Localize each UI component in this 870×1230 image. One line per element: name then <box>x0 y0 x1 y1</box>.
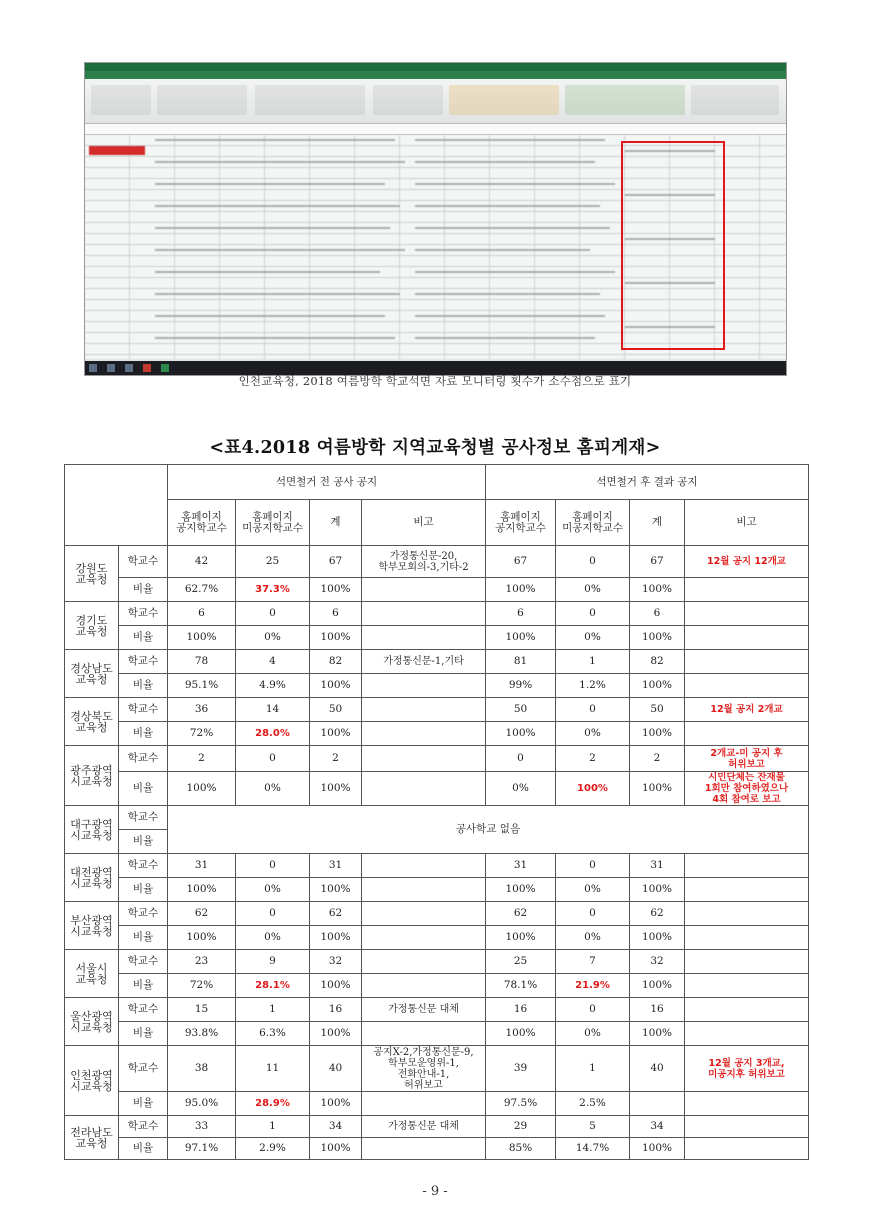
count-after-unpublished-cell: 7 <box>556 950 630 974</box>
count-after-published-cell: 6 <box>486 602 556 626</box>
ratio-before-note-cell <box>362 772 486 806</box>
ratio-before-published-cell: 72% <box>168 722 236 746</box>
ratio-before-published-cell: 72% <box>168 974 236 998</box>
region-office-label: 부산광역 시교육청 <box>65 902 119 950</box>
ratio-before-unpublished-cell: 37.3% <box>236 578 310 602</box>
excel-title-bar <box>85 63 786 71</box>
count-before-unpublished-cell: 9 <box>236 950 310 974</box>
count-after-published-cell: 16 <box>486 998 556 1022</box>
count-before-total-cell: 40 <box>310 1046 362 1092</box>
count-after-note-cell <box>685 1116 809 1138</box>
row-label-count: 학교수 <box>119 546 168 578</box>
count-after-note-cell <box>685 998 809 1022</box>
ratio-before-note-cell <box>362 1138 486 1160</box>
ratio-before-note-cell <box>362 626 486 650</box>
ratio-before-published-cell: 100% <box>168 626 236 650</box>
count-before-unpublished-cell: 1 <box>236 998 310 1022</box>
ratio-after-unpublished-cell: 0% <box>556 878 630 902</box>
row-label-ratio: 비율 <box>119 674 168 698</box>
ratio-after-note-cell <box>685 674 809 698</box>
ratio-before-published-cell: 95.1% <box>168 674 236 698</box>
count-before-published-cell: 31 <box>168 854 236 878</box>
col-after-total: 계 <box>630 500 685 546</box>
construction-info-table <box>64 464 809 1160</box>
row-label-ratio: 비율 <box>119 878 168 902</box>
ratio-after-note-cell <box>685 722 809 746</box>
row-label-count: 학교수 <box>119 950 168 974</box>
ratio-after-total-cell: 100% <box>630 1138 685 1160</box>
ratio-before-total-cell: 100% <box>310 1022 362 1046</box>
row-label-count: 학교수 <box>119 746 168 772</box>
count-before-published-cell: 2 <box>168 746 236 772</box>
count-before-unpublished-cell: 4 <box>236 650 310 674</box>
count-before-note-cell <box>362 602 486 626</box>
ratio-before-note-cell <box>362 674 486 698</box>
count-after-note-cell <box>685 854 809 878</box>
ratio-before-note-cell <box>362 722 486 746</box>
region-office-label: 울산광역 시교육청 <box>65 998 119 1046</box>
ratio-before-note-cell <box>362 878 486 902</box>
col-before-published: 홈페이지 공지학교수 <box>168 500 236 546</box>
count-after-unpublished-cell: 0 <box>556 546 630 578</box>
row-label-ratio: 비율 <box>119 830 168 854</box>
count-before-published-cell: 36 <box>168 698 236 722</box>
count-before-unpublished-cell: 0 <box>236 854 310 878</box>
ratio-before-unpublished-cell: 0% <box>236 878 310 902</box>
count-before-published-cell: 78 <box>168 650 236 674</box>
count-before-unpublished-cell: 0 <box>236 902 310 926</box>
count-before-note-cell: 가정통신문-20, 학부모회의-3,기타-2 <box>362 546 486 578</box>
count-before-note-cell: 가정통신문 대체 <box>362 1116 486 1138</box>
row-label-count: 학교수 <box>119 902 168 926</box>
ratio-before-total-cell: 100% <box>310 722 362 746</box>
ratio-before-total-cell: 100% <box>310 878 362 902</box>
count-after-unpublished-cell: 1 <box>556 1046 630 1092</box>
ratio-after-unpublished-cell: 2.5% <box>556 1092 630 1116</box>
row-label-ratio: 비율 <box>119 722 168 746</box>
spreadsheet-photo <box>84 62 787 376</box>
count-after-unpublished-cell: 0 <box>556 698 630 722</box>
region-office-label: 대전광역 시교육청 <box>65 854 119 902</box>
count-before-note-cell: 가정통신문 대체 <box>362 998 486 1022</box>
ratio-after-published-cell: 100% <box>486 578 556 602</box>
count-after-total-cell: 6 <box>630 602 685 626</box>
count-before-unpublished-cell: 11 <box>236 1046 310 1092</box>
count-after-published-cell: 39 <box>486 1046 556 1092</box>
count-after-unpublished-cell: 1 <box>556 650 630 674</box>
count-after-unpublished-cell: 0 <box>556 854 630 878</box>
ratio-before-unpublished-cell: 28.9% <box>236 1092 310 1116</box>
ratio-after-published-cell: 78.1% <box>486 974 556 998</box>
ratio-after-published-cell: 99% <box>486 674 556 698</box>
page-number: - 9 - <box>422 1184 448 1199</box>
ratio-after-total-cell: 100% <box>630 626 685 650</box>
col-after-published: 홈페이지 공지학교수 <box>486 500 556 546</box>
count-after-unpublished-cell: 0 <box>556 602 630 626</box>
count-before-note-cell <box>362 746 486 772</box>
photo-caption: 인천교육청, 2018 여름방학 학교석면 자료 모니터링 횟수가 소수점으로 표기 <box>238 374 632 388</box>
ratio-before-total-cell: 100% <box>310 1092 362 1116</box>
count-after-published-cell: 29 <box>486 1116 556 1138</box>
count-after-note-cell: 12월 공지 3개교, 미공지후 허위보고 <box>685 1046 809 1092</box>
count-after-published-cell: 67 <box>486 546 556 578</box>
ratio-after-note-cell <box>685 1022 809 1046</box>
ratio-after-published-cell: 97.5% <box>486 1092 556 1116</box>
ratio-before-published-cell: 100% <box>168 772 236 806</box>
count-before-published-cell: 6 <box>168 602 236 626</box>
ratio-before-published-cell: 62.7% <box>168 578 236 602</box>
ratio-before-note-cell <box>362 578 486 602</box>
table-title: <표4.2018 여름방학 지역교육청별 공사정보 홈피게재> <box>209 438 661 458</box>
ratio-before-unpublished-cell: 0% <box>236 926 310 950</box>
excel-ribbon-tabs <box>85 71 786 79</box>
count-before-unpublished-cell: 14 <box>236 698 310 722</box>
row-label-count: 학교수 <box>119 998 168 1022</box>
ratio-before-published-cell: 97.1% <box>168 1138 236 1160</box>
row-label-count: 학교수 <box>119 1116 168 1138</box>
ratio-after-published-cell: 100% <box>486 926 556 950</box>
ratio-after-note-cell <box>685 1138 809 1160</box>
ratio-after-total-cell: 100% <box>630 578 685 602</box>
ratio-before-published-cell: 93.8% <box>168 1022 236 1046</box>
col-before-note: 비고 <box>362 500 486 546</box>
ratio-before-total-cell: 100% <box>310 974 362 998</box>
count-before-note-cell: 공지X-2,가정통신문-9, 학부모운영위-1, 전화안내-1, 허위보고 <box>362 1046 486 1092</box>
count-after-note-cell: 12월 공지 2개교 <box>685 698 809 722</box>
ratio-after-published-cell: 100% <box>486 626 556 650</box>
count-after-total-cell: 31 <box>630 854 685 878</box>
count-before-total-cell: 34 <box>310 1116 362 1138</box>
count-after-note-cell <box>685 650 809 674</box>
count-after-total-cell: 16 <box>630 998 685 1022</box>
count-after-unpublished-cell: 5 <box>556 1116 630 1138</box>
count-before-total-cell: 62 <box>310 902 362 926</box>
count-after-published-cell: 25 <box>486 950 556 974</box>
count-after-published-cell: 0 <box>486 746 556 772</box>
count-before-unpublished-cell: 25 <box>236 546 310 578</box>
region-office-label: 서울시 교육청 <box>65 950 119 998</box>
count-before-note-cell: 가정통신문-1,기타 <box>362 650 486 674</box>
ratio-after-note-cell <box>685 974 809 998</box>
ratio-before-total-cell: 100% <box>310 578 362 602</box>
ratio-after-total-cell: 100% <box>630 772 685 806</box>
ratio-after-published-cell: 85% <box>486 1138 556 1160</box>
ratio-before-note-cell <box>362 1092 486 1116</box>
count-after-note-cell <box>685 602 809 626</box>
row-label-ratio: 비율 <box>119 1138 168 1160</box>
row-label-count: 학교수 <box>119 854 168 878</box>
count-after-total-cell: 67 <box>630 546 685 578</box>
ratio-after-note-cell <box>685 878 809 902</box>
no-construction-cell: 공사학교 없음 <box>168 806 809 854</box>
count-after-published-cell: 81 <box>486 650 556 674</box>
row-label-count: 학교수 <box>119 698 168 722</box>
region-office-label: 경상남도 교육청 <box>65 650 119 698</box>
ratio-before-unpublished-cell: 2.9% <box>236 1138 310 1160</box>
ratio-after-total-cell: 100% <box>630 674 685 698</box>
ratio-before-total-cell: 100% <box>310 772 362 806</box>
ratio-before-unpublished-cell: 4.9% <box>236 674 310 698</box>
count-after-total-cell: 34 <box>630 1116 685 1138</box>
count-before-published-cell: 23 <box>168 950 236 974</box>
ratio-after-published-cell: 100% <box>486 1022 556 1046</box>
count-after-published-cell: 31 <box>486 854 556 878</box>
count-after-published-cell: 50 <box>486 698 556 722</box>
region-office-label: 경기도 교육청 <box>65 602 119 650</box>
ratio-after-note-cell <box>685 578 809 602</box>
count-before-total-cell: 67 <box>310 546 362 578</box>
row-label-ratio: 비율 <box>119 1022 168 1046</box>
row-label-count: 학교수 <box>119 1046 168 1092</box>
ratio-before-unpublished-cell: 28.1% <box>236 974 310 998</box>
ratio-after-unpublished-cell: 0% <box>556 578 630 602</box>
count-before-total-cell: 50 <box>310 698 362 722</box>
ratio-before-total-cell: 100% <box>310 626 362 650</box>
count-after-note-cell <box>685 902 809 926</box>
ratio-before-unpublished-cell: 6.3% <box>236 1022 310 1046</box>
count-before-published-cell: 62 <box>168 902 236 926</box>
count-before-published-cell: 42 <box>168 546 236 578</box>
row-label-ratio: 비율 <box>119 578 168 602</box>
ratio-after-unpublished-cell: 21.9% <box>556 974 630 998</box>
group-before-header: 석면철거 전 공사 공지 <box>168 465 486 500</box>
count-after-total-cell: 82 <box>630 650 685 674</box>
ratio-before-total-cell: 100% <box>310 926 362 950</box>
ratio-after-note-cell <box>685 926 809 950</box>
ratio-before-published-cell: 100% <box>168 878 236 902</box>
ratio-after-total-cell <box>630 1092 685 1116</box>
ratio-after-total-cell: 100% <box>630 1022 685 1046</box>
count-before-published-cell: 15 <box>168 998 236 1022</box>
ratio-after-unpublished-cell: 0% <box>556 926 630 950</box>
count-before-total-cell: 31 <box>310 854 362 878</box>
ratio-after-note-cell: 시민단체는 잔재물 1회만 참여하였으나 4회 참여로 보고 <box>685 772 809 806</box>
count-before-total-cell: 6 <box>310 602 362 626</box>
ratio-after-total-cell: 100% <box>630 878 685 902</box>
count-before-unpublished-cell: 0 <box>236 746 310 772</box>
count-before-total-cell: 2 <box>310 746 362 772</box>
row-label-ratio: 비율 <box>119 772 168 806</box>
col-before-total: 계 <box>310 500 362 546</box>
count-before-total-cell: 32 <box>310 950 362 974</box>
count-after-published-cell: 62 <box>486 902 556 926</box>
count-after-unpublished-cell: 0 <box>556 902 630 926</box>
count-before-total-cell: 82 <box>310 650 362 674</box>
region-office-label: 전라남도 교육청 <box>65 1116 119 1160</box>
region-office-label: 인천광역 시교육청 <box>65 1046 119 1116</box>
excel-ribbon <box>85 79 786 124</box>
ratio-before-note-cell <box>362 974 486 998</box>
count-after-note-cell <box>685 950 809 974</box>
row-label-count: 학교수 <box>119 806 168 830</box>
ratio-after-unpublished-cell: 0% <box>556 1022 630 1046</box>
region-office-label: 광주광역 시교육청 <box>65 746 119 806</box>
ratio-after-unpublished-cell: 100% <box>556 772 630 806</box>
count-before-note-cell <box>362 902 486 926</box>
count-after-note-cell: 12월 공지 12개교 <box>685 546 809 578</box>
count-after-total-cell: 62 <box>630 902 685 926</box>
ratio-before-note-cell <box>362 1022 486 1046</box>
ratio-before-total-cell: 100% <box>310 674 362 698</box>
count-before-unpublished-cell: 1 <box>236 1116 310 1138</box>
ratio-after-note-cell <box>685 1092 809 1116</box>
count-before-note-cell <box>362 854 486 878</box>
count-after-total-cell: 2 <box>630 746 685 772</box>
count-before-note-cell <box>362 698 486 722</box>
ratio-after-unpublished-cell: 0% <box>556 722 630 746</box>
ratio-after-published-cell: 0% <box>486 772 556 806</box>
col-after-unpublished: 홈페이지 미공지학교수 <box>556 500 630 546</box>
row-label-ratio: 비율 <box>119 1092 168 1116</box>
row-label-count: 학교수 <box>119 650 168 674</box>
ratio-after-published-cell: 100% <box>486 722 556 746</box>
red-highlight-box <box>621 141 725 350</box>
ratio-before-published-cell: 100% <box>168 926 236 950</box>
ratio-before-unpublished-cell: 0% <box>236 772 310 806</box>
ratio-after-note-cell <box>685 626 809 650</box>
ratio-after-unpublished-cell: 1.2% <box>556 674 630 698</box>
count-after-unpublished-cell: 0 <box>556 998 630 1022</box>
ratio-before-note-cell <box>362 926 486 950</box>
corner-cell <box>65 465 168 546</box>
row-label-ratio: 비율 <box>119 974 168 998</box>
count-after-unpublished-cell: 2 <box>556 746 630 772</box>
count-after-total-cell: 32 <box>630 950 685 974</box>
col-after-note: 비고 <box>685 500 809 546</box>
region-office-label: 경상북도 교육청 <box>65 698 119 746</box>
ratio-after-total-cell: 100% <box>630 722 685 746</box>
row-label-ratio: 비율 <box>119 626 168 650</box>
ratio-before-published-cell: 95.0% <box>168 1092 236 1116</box>
ratio-after-total-cell: 100% <box>630 926 685 950</box>
ratio-before-total-cell: 100% <box>310 1138 362 1160</box>
ratio-after-unpublished-cell: 14.7% <box>556 1138 630 1160</box>
count-before-note-cell <box>362 950 486 974</box>
col-before-unpublished: 홈페이지 미공지학교수 <box>236 500 310 546</box>
count-before-unpublished-cell: 0 <box>236 602 310 626</box>
count-after-total-cell: 50 <box>630 698 685 722</box>
count-before-total-cell: 16 <box>310 998 362 1022</box>
group-after-header: 석면철거 후 결과 공지 <box>486 465 809 500</box>
region-office-label: 대구광역 시교육청 <box>65 806 119 854</box>
region-office-label: 강원도 교육청 <box>65 546 119 602</box>
count-after-note-cell: 2개교-미 공지 후 허위보고 <box>685 746 809 772</box>
ratio-before-unpublished-cell: 28.0% <box>236 722 310 746</box>
count-after-total-cell: 40 <box>630 1046 685 1092</box>
ratio-after-total-cell: 100% <box>630 974 685 998</box>
ratio-after-published-cell: 100% <box>486 878 556 902</box>
count-before-published-cell: 38 <box>168 1046 236 1092</box>
count-before-published-cell: 33 <box>168 1116 236 1138</box>
ratio-after-unpublished-cell: 0% <box>556 626 630 650</box>
row-label-ratio: 비율 <box>119 926 168 950</box>
formula-bar <box>85 124 786 135</box>
row-label-count: 학교수 <box>119 602 168 626</box>
ratio-before-unpublished-cell: 0% <box>236 626 310 650</box>
